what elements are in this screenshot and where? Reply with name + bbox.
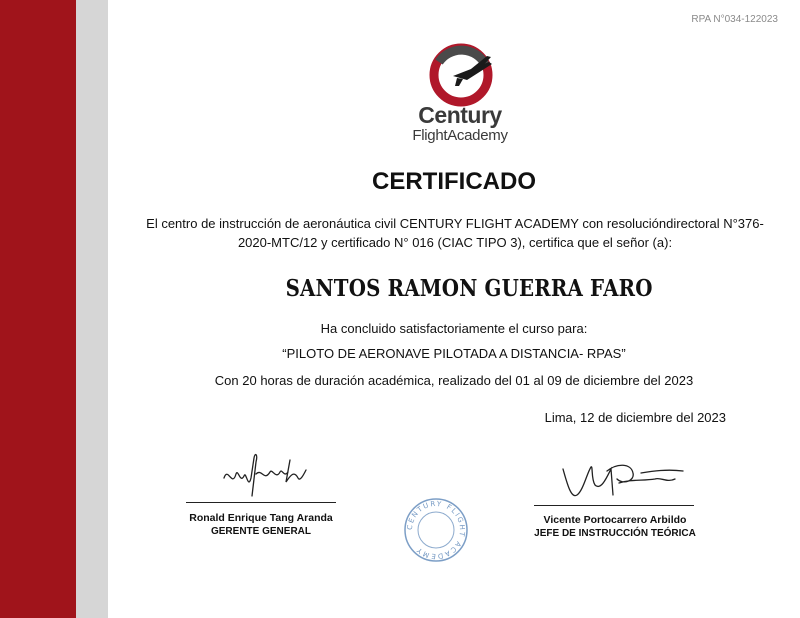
signature-right bbox=[557, 455, 687, 505]
left-gray-band bbox=[76, 0, 108, 618]
certificate-intro: El centro de instrucción de aeronáutica civil CENTURY FLIGHT ACADEMY con resolucióndirectoral N°376-2020-MTC/12 y certificado N° 016 (CIAC TIPO 3), certifica que el señor (a): bbox=[146, 216, 764, 250]
signatory-left-name: Ronald Enrique Tang Aranda bbox=[189, 512, 333, 524]
logo-brand-top: Century bbox=[418, 102, 502, 128]
academy-logo bbox=[395, 42, 525, 147]
completed-text: Ha concluido satisfactoriamente el curso para: bbox=[320, 321, 588, 336]
course-name: “PILOTO DE AERONAVE PILOTADA A DISTANCIA- RPAS” bbox=[282, 346, 626, 361]
left-red-band bbox=[0, 0, 76, 618]
recipient-name: SANTOS RAMON GUERRA FARO bbox=[285, 275, 653, 302]
signatory-left-role: GERENTE GENERAL bbox=[210, 526, 311, 537]
svg-text:CENTURY FLIGHT ACADEMY bbox=[406, 500, 466, 560]
academy-seal-stamp-icon bbox=[403, 497, 469, 563]
seal-text: CENTURY FLIGHT ACADEMY bbox=[405, 499, 467, 561]
certificate-title: CERTIFICADO bbox=[372, 168, 536, 195]
course-duration: Con 20 horas de duración académica, realizado del 01 al 09 de diciembre del 2023 bbox=[214, 373, 694, 388]
signatory-right-role: JEFE DE INSTRUCCIÓN TEÓRICA bbox=[534, 528, 696, 539]
rpa-number: RPA N°034-122023 bbox=[691, 14, 778, 25]
airplane-orbit-logo-icon bbox=[395, 42, 525, 108]
signatory-left bbox=[172, 512, 350, 538]
signature-line-left bbox=[186, 502, 336, 503]
signature-left bbox=[220, 448, 310, 498]
signatory-right bbox=[515, 514, 715, 540]
signature-line-right bbox=[534, 505, 694, 506]
signatory-right-name: Vicente Portocarrero Arbildo bbox=[543, 514, 687, 526]
place-date: Lima, 12 de diciembre del 2023 bbox=[544, 410, 726, 425]
logo-brand-bottom: FlightAcademy bbox=[412, 127, 508, 144]
